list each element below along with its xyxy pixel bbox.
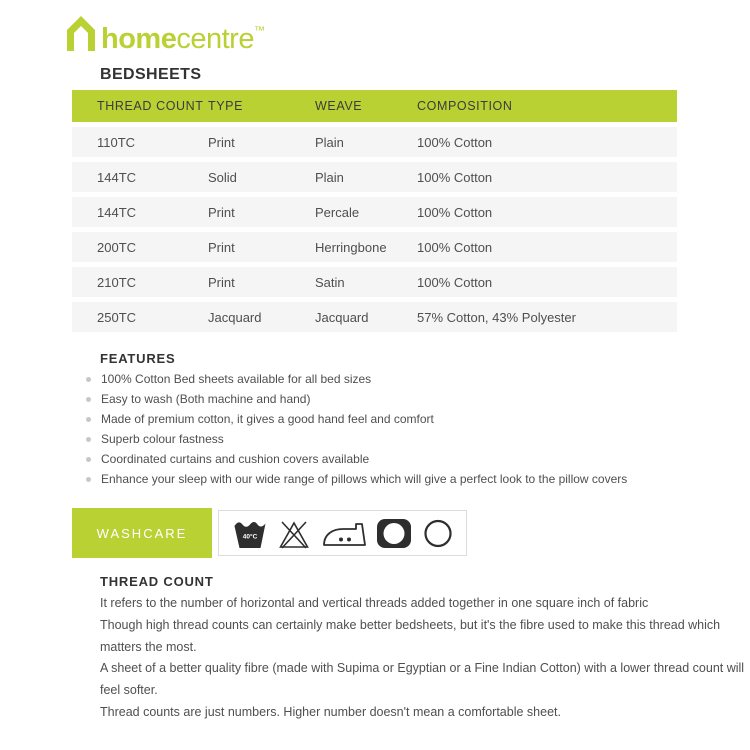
wash-40c-icon [232,517,268,550]
description-line: It refers to the number of horizontal and vertical threads added together in one square inch of fabric [100,596,649,610]
table-row [72,127,677,157]
description-line: Thread counts are just numbers. Higher number doesn't mean a comfortable sheet. [100,704,561,719]
iron-two-dots-icon [321,517,367,550]
bedsheets-table [72,90,677,332]
cell-composition: 100% Cotton [417,169,493,185]
trademark-symbol: ™ [253,25,265,37]
page-title: BEDSHEETS [100,66,202,83]
brand-logo [66,13,264,57]
bullet-icon [86,377,91,382]
list-item [86,389,627,409]
cell-thread-count: 110TC [97,134,136,150]
table-row [72,162,677,192]
cell-composition: 100% Cotton [417,204,493,220]
thread-count-description [100,593,745,724]
brand-name [101,13,264,57]
cell-type: Print [208,204,235,220]
cell-composition: 100% Cotton [417,134,493,150]
feature-text: Made of premium cotton, it gives a good hand feel and comfort [101,412,434,426]
cell-thread-count: 200TC [97,239,137,255]
cell-composition: 57% Cotton, 43% Polyester [417,309,576,325]
column-header: WEAVE [315,99,363,113]
washcare-icon-strip [218,510,467,556]
features-list [86,369,627,489]
column-header: COMPOSITION [417,99,513,113]
cell-weave: Jacquard [315,309,369,325]
cell-type: Solid [208,169,237,185]
svg-text:40°C: 40°C [242,533,257,540]
cell-thread-count: 144TC [97,169,137,185]
table-row [72,302,677,332]
list-item [86,449,627,469]
washcare-section [72,508,467,558]
column-header: TYPE [208,99,244,113]
bullet-icon [86,437,91,442]
description-line: A sheet of a better quality fibre (made with Supima or Egyptian or a Fine Indian Cotton) with a lower thread count will [100,661,745,676]
feature-text: Superb colour fastness [101,432,224,446]
cell-type: Jacquard [208,309,262,325]
feature-text: 100% Cotton Bed sheets available for all bed sizes [101,372,372,386]
table-row [72,197,677,227]
washcare-label: WASHCARE [72,508,212,558]
list-item [86,409,627,429]
cell-type: Print [208,134,235,150]
bullet-icon [86,397,91,402]
list-item [86,369,627,389]
description-line: Though high thread counts can certainly make better bedsheets, but it's the fibre used to make this thread which [100,617,721,632]
feature-text: Easy to wash (Both machine and hand) [101,392,311,406]
table-header-row [72,90,677,122]
cell-type: Print [208,239,235,255]
cell-weave: Percale [315,204,360,220]
cell-type: Print [208,274,235,290]
feature-text: Enhance your sleep with our wide range of pillows which will give a perfect look to the pillow covers [101,472,628,486]
brand-name-home: home [101,23,177,55]
tumble-dry-icon [375,517,413,550]
table-row [72,267,677,297]
list-item [86,469,627,489]
list-item [86,429,627,449]
bullet-icon [86,457,91,462]
column-header: THREAD COUNT [97,99,204,113]
house-icon [66,16,96,52]
cell-thread-count: 210TC [97,274,137,290]
table-row [72,232,677,262]
cell-thread-count: 144TC [97,204,137,220]
cell-weave: Plain [315,169,344,185]
feature-text: Coordinated curtains and cushion covers available [101,452,370,466]
features-heading: FEATURES [100,351,176,366]
cell-thread-count: 250TC [97,309,137,325]
description-line: feel softer. [100,683,158,698]
cell-weave: Satin [315,274,345,290]
cell-composition: 100% Cotton [417,239,493,255]
brand-name-centre: centre [176,23,254,55]
cell-weave: Herringbone [315,239,387,255]
cell-composition: 100% Cotton [417,274,493,290]
bullet-icon [86,417,91,422]
bullet-icon [86,477,91,482]
cell-weave: Plain [315,134,344,150]
do-not-bleach-icon [276,517,312,550]
thread-count-heading: THREAD COUNT [100,574,214,589]
dry-clean-icon [422,517,454,550]
description-line: matters the most. [100,639,197,654]
